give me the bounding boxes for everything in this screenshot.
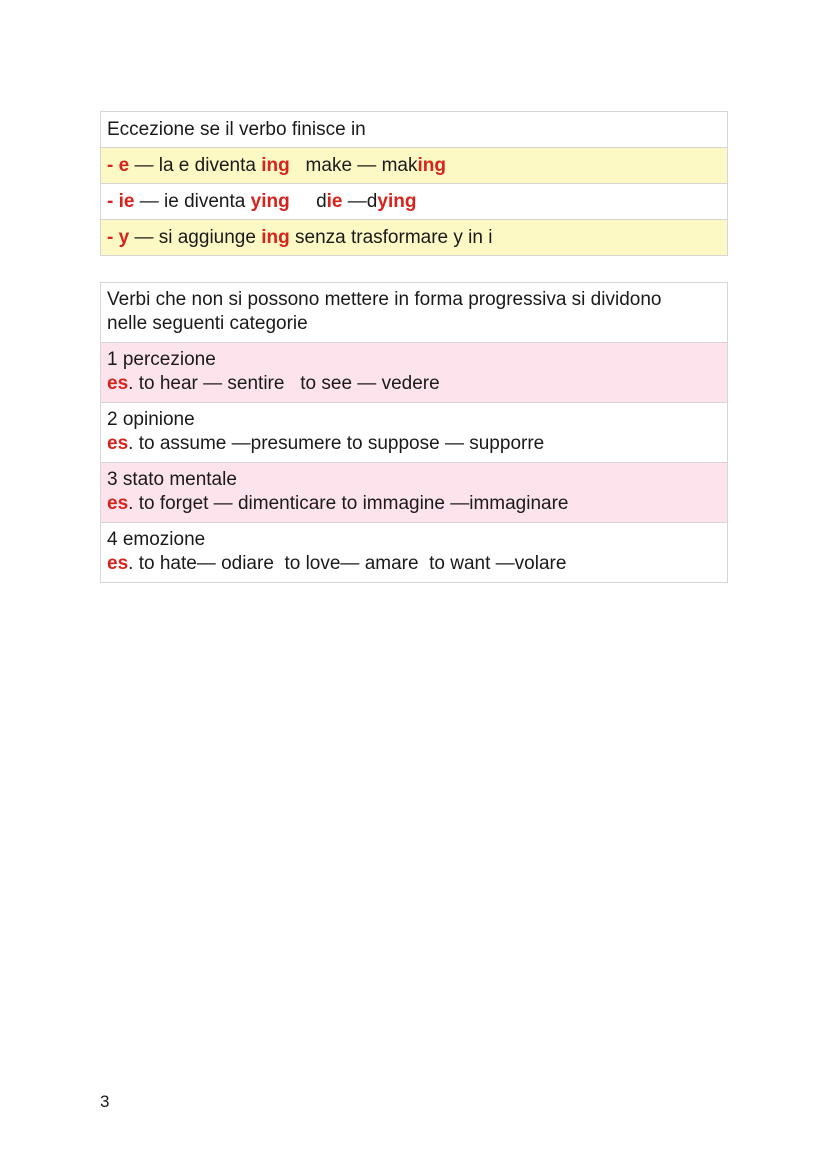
category-cell — [101, 343, 728, 403]
category-example — [107, 492, 721, 516]
exceptions-header-row — [101, 112, 728, 148]
exception-row-e — [101, 148, 728, 184]
header-line: nelle seguenti categorie — [107, 313, 308, 334]
category-example — [107, 432, 721, 456]
category-row — [101, 463, 728, 523]
exception-cell-ie — [101, 184, 728, 220]
example-text: . to hear — sentire to see — vedere — [128, 373, 440, 394]
header-line: Verbi che non si possono mettere in forma progressiva si dividono — [107, 289, 662, 310]
category-title: 3 stato mentale — [107, 469, 237, 490]
suffix-highlight: ying — [250, 190, 290, 212]
ending-ie: - ie — [107, 190, 135, 212]
exceptions-table — [100, 111, 728, 256]
category-row — [101, 523, 728, 583]
suffix-highlight: ing — [261, 226, 290, 248]
es-label: es — [107, 373, 129, 394]
category-title: 2 opinione — [107, 409, 195, 430]
suffix-highlight: ing — [261, 154, 290, 176]
suffix-highlight: ing — [417, 154, 446, 176]
example-text: d — [289, 190, 327, 212]
category-title: 1 percezione — [107, 349, 216, 370]
example-text: . to assume —presumere to suppose — supporre — [128, 433, 545, 454]
categories-header-row — [101, 283, 728, 343]
categories-header — [101, 283, 728, 343]
category-example — [107, 372, 721, 396]
category-cell — [101, 403, 728, 463]
es-label: es — [107, 493, 129, 514]
ending-e: - e — [107, 154, 130, 176]
rule-text: senza trasformare y in i — [289, 226, 493, 248]
category-row — [101, 403, 728, 463]
category-title: 4 emozione — [107, 529, 206, 550]
exception-cell-y — [101, 220, 728, 256]
example-text: make — mak — [289, 154, 418, 176]
exception-cell-e — [101, 148, 728, 184]
example-text: . to forget — dimenticare to immagine —immaginare — [128, 493, 569, 514]
category-cell — [101, 523, 728, 583]
page-number: 3 — [100, 1092, 110, 1111]
category-cell — [101, 463, 728, 523]
es-label: es — [107, 553, 129, 574]
rule-text: — si aggiunge — [129, 226, 262, 248]
example-text: . to hate— odiare to love— amare to want —volare — [128, 553, 567, 574]
example-text: —d — [342, 190, 378, 212]
category-example — [107, 552, 721, 576]
exception-row-y — [101, 220, 728, 256]
non-progressive-verbs-table — [100, 282, 728, 583]
exceptions-header: Eccezione se il verbo finisce in — [101, 112, 728, 148]
suffix-highlight: ie — [326, 190, 343, 212]
rule-text: — ie diventa — [134, 190, 251, 212]
suffix-highlight: ying — [377, 190, 417, 212]
es-label: es — [107, 433, 129, 454]
rule-text: — la e diventa — [129, 154, 262, 176]
ending-y: - y — [107, 226, 130, 248]
exception-row-ie — [101, 184, 728, 220]
category-row — [101, 343, 728, 403]
